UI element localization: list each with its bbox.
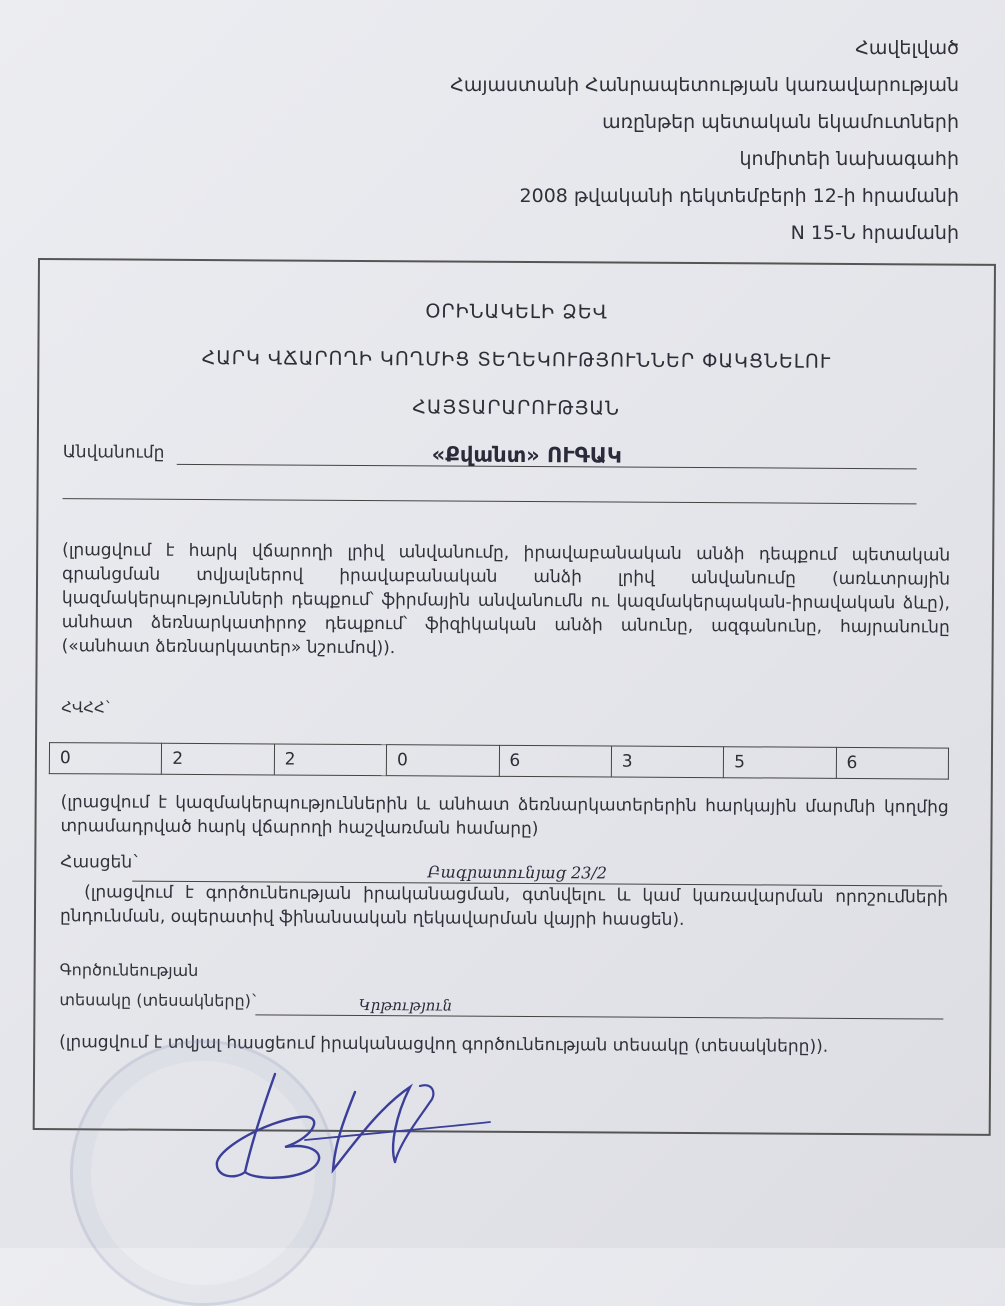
tin-digit-cell[interactable]: 2 xyxy=(162,743,275,775)
address-field[interactable]: Բագրատունյաց 23/2 xyxy=(427,862,607,883)
header-line: N 15-Ն հրամանի xyxy=(790,222,959,244)
tin-digit-cell[interactable]: 2 xyxy=(274,744,387,776)
tin-digit-cell[interactable]: 0 xyxy=(386,745,499,777)
name-line-2 xyxy=(63,498,917,504)
name-field[interactable]: «Քվանտ» ՈՒԳԱԿ xyxy=(431,442,622,468)
tin-digit-cell[interactable]: 0 xyxy=(49,743,162,775)
signature-icon xyxy=(205,1062,505,1192)
form-title: ՀԱՅՏԱՐԱՐՈՒԹՅԱՆ xyxy=(412,396,620,420)
activity-instruction: (լրացվում է տվյալ հասցեում իրականացվող գործունեության տեսակը (տեսակները)). xyxy=(59,1032,829,1057)
tin-digit-cell[interactable]: 5 xyxy=(724,747,837,779)
header-line: կոմիտեի նախագահի xyxy=(739,148,959,170)
header-line: Հայաստանի Հանրապետության կառավարության xyxy=(450,74,959,96)
activity-line xyxy=(255,1014,943,1019)
form-title: ՀԱՐԿ ՎՃԱՐՈՂԻ ԿՈՂՄԻՑ ՏԵՂԵԿՈՒԹՅՈՒՆՆԵՐ ՓԱԿՑՆԵԼՈՒ xyxy=(201,347,832,373)
address-instruction: (լրացվում է գործունեության իրականացման, գտնվելու և կամ կառավարման որոշումների ընդունման, օպերատիվ ֆինանսական ղեկավարման վայրի հասցեն). xyxy=(59,882,949,930)
tin-label: ՀՎՀՀ` xyxy=(61,698,113,717)
address-label: Հասցեն` xyxy=(60,852,141,873)
name-instruction: (լրացվում է հարկ վճարողի լրիվ անվանումը, իրավաբանական անձի դեպքում պետական գրանցման տվյալներով իրավաբանական անձի լրիվ անվանումը (առևտրային կազմակերպությունների դեպքում՝ ֆիրմային անվանումն ու կազմակերպական-իրավական ձևը), անհատ ձեռնարկատիրոջ դեպքում՝ ֆիզիկական անձի անունը, ազգանունը, հայրանունը («անհատ ձեռնարկատեր» նշումով)). xyxy=(61,540,951,659)
tin-digit-cell[interactable]: 3 xyxy=(611,746,724,778)
form-title: ՕՐԻՆԱԿԵԼԻ ՁԵՎ xyxy=(425,300,609,324)
name-label: Անվանումը xyxy=(62,442,165,463)
tin-instruction: (լրացվում է կազմակերպություններին և անհատ ձեռնարկատերերին հարկային մարմնի կողմից տրամադրված հարկ վճարողի հաշվառման համարը) xyxy=(60,792,949,840)
activity-label: Գործունեության xyxy=(59,960,199,980)
activity-field[interactable]: Կրթություն xyxy=(358,995,453,1015)
document-header xyxy=(359,30,959,252)
header-line: առընթեր պետական եկամուտների xyxy=(602,111,959,133)
tin-table xyxy=(49,742,949,779)
header-line: Հավելված xyxy=(855,37,959,59)
form-frame xyxy=(33,258,996,1136)
tin-digit-cell[interactable]: 6 xyxy=(499,745,612,777)
header-line: 2008 թվականի դեկտեմբերի 12-ի հրամանի xyxy=(519,185,959,207)
activity-label: տեսակը (տեսակները)` xyxy=(59,990,259,1011)
tin-digit-cell[interactable]: 6 xyxy=(836,747,949,779)
